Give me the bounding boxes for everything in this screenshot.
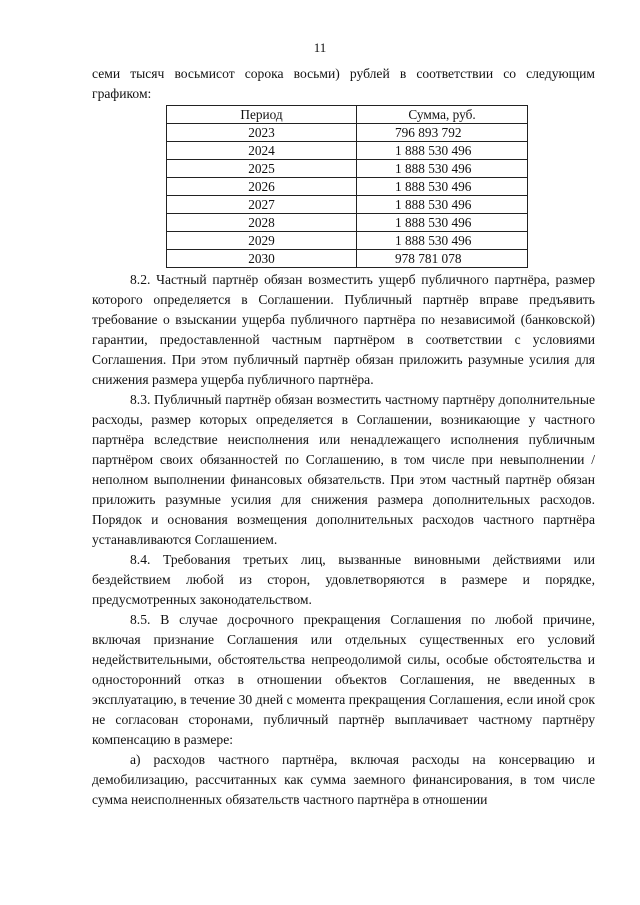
paragraph-8-3: 8.3. Публичный партнёр обязан возместить частному партнёру дополнительные расходы, размер которых определяется в Соглашении, возникающие у частного партнёра вследствие неисполнения или ненадлежащего исполнения публичным партнёром своих обязанностей по Соглашению, в том числе при невыполнении / неполном выполнении финансовых обязательств. При этом частный партнёр обязан приложить разумные усилия для снижения размера дополнительных расходов. Порядок и основания возмещения дополнительных расходов частного партнёра устанавливаются Соглашением. [92,392,595,547]
row-period: 2024 [167,142,357,160]
table-row [167,232,528,250]
table-header-row [167,106,528,124]
table-row [167,250,528,268]
intro-text [92,64,595,104]
paragraph-8-2: 8.2. Частный партнёр обязан возместить ущерб публичного партнёра, размер которого определяется в Соглашении. Публичный партнёр вправе предъявить требование о взыскании ущерба публичного партнёра по независимой (банковской) гарантии, предоставленной частным партнёром в соответствии с условиями Соглашения. При этом публичный партнёр обязан приложить разумные усилия для снижения размера ущерба публичного партнёра. [92,272,595,387]
intro-line-1: семи тысяч восьмисот сорока восьми) рублей в соответствии со следующим [92,66,595,81]
table-row [167,142,528,160]
row-period: 2027 [167,196,357,214]
row-period: 2026 [167,178,357,196]
row-sum: 1 888 530 496 [357,142,528,160]
row-sum: 1 888 530 496 [357,178,528,196]
row-period: 2025 [167,160,357,178]
row-sum: 978 781 078 [357,250,528,268]
row-sum: 1 888 530 496 [357,160,528,178]
header-sum: Сумма, руб. [357,106,528,124]
table-row [167,178,528,196]
paragraph-8-5-a: а) расходов частного партнёра, включая расходы на консервацию и демобилизацию, рассчитанных как сумма заемного финансирования, в том числе сумма неисполненных обязательств частного партнёра в отношении [92,752,595,807]
table-row [167,160,528,178]
payment-schedule-table [166,105,528,268]
intro-line-2: графиком: [92,86,152,101]
table-row [167,214,528,232]
paragraph-8-4: 8.4. Требования третьих лиц, вызванные виновными действиями или бездействием любой из сторон, удовлетворяются в размере и порядке, предусмотренных законодательством. [92,552,595,607]
table-row [167,196,528,214]
row-sum: 796 893 792 [357,124,528,142]
row-period: 2030 [167,250,357,268]
row-sum: 1 888 530 496 [357,214,528,232]
header-period: Период [167,106,357,124]
table-row [167,124,528,142]
row-period: 2028 [167,214,357,232]
row-period: 2023 [167,124,357,142]
document-body [92,64,595,810]
paragraph-8-5: 8.5. В случае досрочного прекращения Соглашения по любой причине, включая признание Соглашения или отдельных существенных его условий недействительными, обстоятельства непреодолимой силы, особые обстоятельства и односторонний отказ в отношении объектов Соглашения, не введенных в эксплуатацию, в течение 30 дней с момента прекращения Соглашения, если иной срок не согласован сторонами, публичный партнёр выплачивает частному партнёру компенсацию в размере: [92,612,595,747]
row-period: 2029 [167,232,357,250]
row-sum: 1 888 530 496 [357,196,528,214]
row-sum: 1 888 530 496 [357,232,528,250]
page-number: 11 [313,40,327,55]
